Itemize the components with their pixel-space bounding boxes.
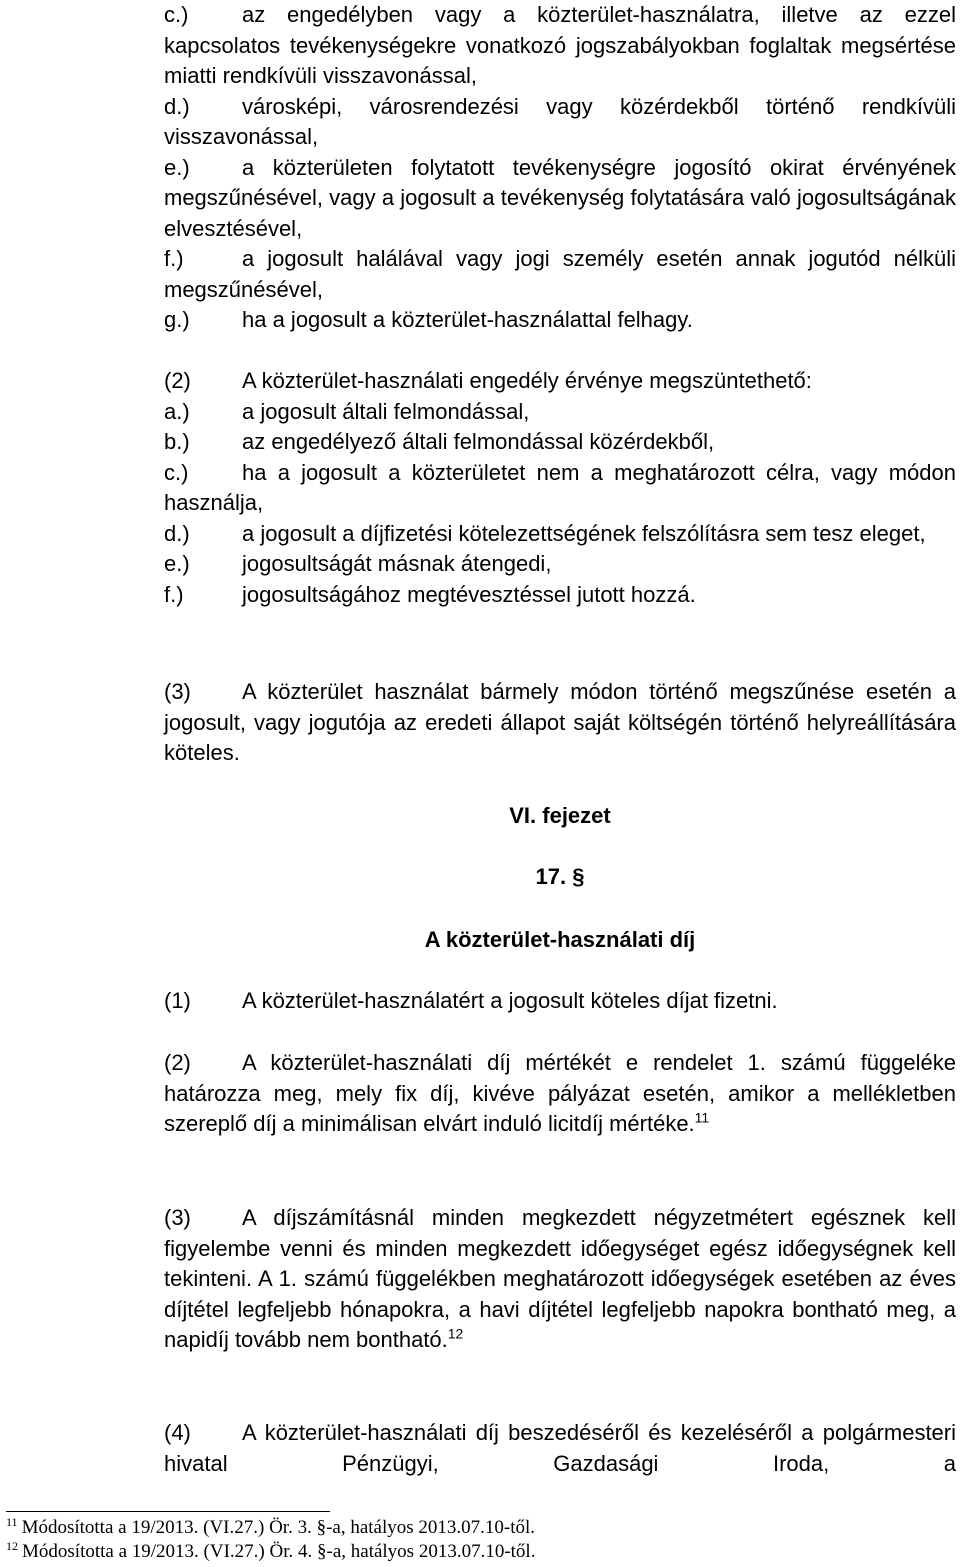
list-item [164,153,956,245]
paragraph-text: A közterület-használati díj beszedéséről és kezeléséről a polgármesteri hivatal Pénzügyi, Gazdasági Iroda, a [164,1420,956,1476]
section-heading: A közterület-használati díj [424,927,696,952]
section-3 [164,677,956,769]
paragraph-number: 17. § [535,864,585,889]
list-item-text: ha a jogosult a közterület-használattal felhagy. [242,307,693,332]
list-item-label: f.) [164,581,184,607]
list-item [164,549,956,580]
paragraph-2 [164,1048,956,1140]
footnote [6,1538,536,1563]
footnote-separator [6,1511,330,1512]
list-item-text: a jogosult a díjfizetési kötelezettségének felszólításra sem tesz eleget, [242,520,926,546]
list-item [164,244,956,305]
section-text: A közterület használat bármely módon történő megszűnése esetén a jogosult, vagy jogutója az eredeti állapot saját költségén történő helyreállítására köteles. [164,679,956,765]
list-item-label: f.) [164,246,184,271]
list-item [164,519,956,550]
paragraph-text: A közterület-használati díj mértékét e rendelet 1. számú függeléke határozza meg, mely fix díj, kivéve pályázat esetén, amikor a mellékletben szereplő díj a minimálisan elvárt induló licitdíj mértéke. [164,1050,956,1136]
list-item-text: a jogosult általi felmondással, [242,398,530,424]
list-item-label: a.) [164,398,190,424]
paragraph-text: A díjszámításnál minden megkezdett négyzetmétert egésznek kell figyelembe venni és minden megkezdett időegységet egész időegységnek kell tekinteni. A 1. számú függelékben meghatározott időegységek esetében az éves díjtétel legfeljebb hónapokra, a havi díjtétel legfeljebb napokra bontható meg, a napidíj tovább nem bontható. [164,1205,956,1352]
revocation-list [164,0,956,336]
list-item [164,427,956,458]
list-item-text: jogosultságát másnak átengedi, [242,551,552,576]
section-2 [164,366,956,610]
paragraph-label: (1) [164,988,191,1013]
list-item-label: g.) [164,307,190,332]
list-item-label: c.) [164,459,189,485]
list-item [164,458,956,519]
list-item-text: ha a jogosult a közterületet nem a meghatározott célra, vagy módon használja, [164,459,956,515]
footnote-text: Módosította a 19/2013. (VI.27.) Ör. 4. §-a, hatályos 2013.07.10-től. [22,1541,536,1562]
paragraph-label: (3) [164,1205,191,1230]
list-item-text: a jogosult halálával vagy jogi személy esetén annak jogutód nélküli megszűnésével, [164,246,956,302]
list-item [164,397,956,428]
section-text: A közterület-használati engedély érvénye megszüntethető: [242,368,812,393]
paragraph-3 [164,1203,956,1356]
list-item-label: c.) [164,2,189,27]
footnote-reference[interactable]: 12 [447,1325,464,1342]
list-item-label: e.) [164,551,190,576]
paragraph-label: (2) [164,1050,191,1075]
footnote-number: 12 [6,1538,18,1553]
section-2-intro [164,366,956,397]
footnote-text: Módosította a 19/2013. (VI.27.) Ör. 3. §-a, hatályos 2013.07.10-től. [21,1517,536,1538]
list-item-label: b.) [164,429,190,454]
paragraph-4 [164,1418,956,1479]
section-label: (2) [164,368,191,393]
footnote [6,1514,536,1539]
footnote-number: 11 [6,1514,18,1529]
list-item-text: az engedélyező általi felmondással közérdekből, [242,429,715,454]
list-item-label: d.) [164,520,190,546]
paragraph-1 [164,986,956,1017]
chapter-title: VI. fejezet [509,803,611,828]
list-item [164,305,956,336]
section-label: (3) [164,679,191,704]
list-item-text: a közterületen folytatott tevékenységre jogosító okirat érvényének megszűnésével, vagy a jogosult a tevékenység folytatására való jogosultságának elvesztésével, [164,154,956,241]
list-item-text: jogosultságához megtévesztéssel jutott hozzá. [242,581,696,607]
list-item [164,580,956,611]
list-item [164,0,956,92]
list-item [164,92,956,153]
list-item-label: d.) [164,93,190,119]
list-item-label: e.) [164,154,190,180]
paragraph-label: (4) [164,1420,191,1445]
paragraph-text: A közterület-használatért a jogosult köteles díjat fizetni. [242,988,778,1013]
list-item-text: városképi, városrendezési vagy közérdekből történő rendkívüli visszavonással, [164,93,956,149]
list-item-text: az engedélyben vagy a közterület-használatra, illetve az ezzel kapcsolatos tevékenységekre vonatkozó jogszabályokban foglaltak megsértése miatti rendkívüli visszavonással, [164,2,956,88]
footnote-reference[interactable]: 11 [694,1109,710,1126]
